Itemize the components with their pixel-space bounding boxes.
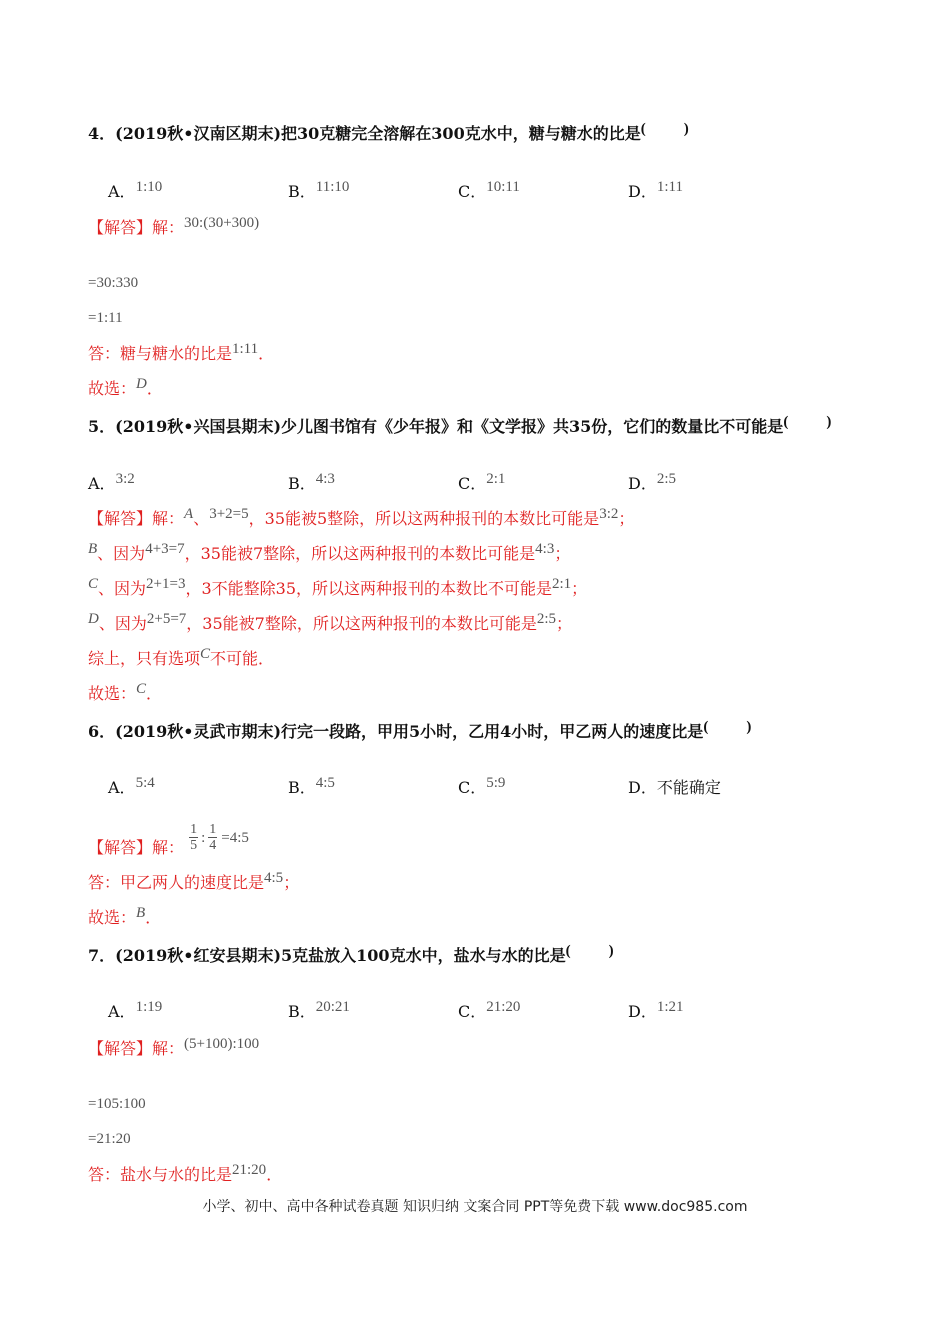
q7-option-c: C．21:20 — [458, 999, 521, 1021]
q6-option-c: C．5:9 — [458, 775, 506, 797]
q4-option-b: B．11:10 — [288, 179, 350, 201]
q4-choice: 故选：D． — [88, 376, 163, 398]
q7-option-d: D．1:21 — [628, 999, 684, 1021]
q5-line-c: C、因为2+1=3，3不能整除35，所以这两种报刊的本数比不可能是2:1； — [88, 576, 588, 598]
q6-option-d: D．不能确定 — [628, 778, 721, 797]
q5-option-c: C．2:1 — [458, 471, 506, 493]
q5-option-b: B．4:3 — [288, 471, 335, 493]
q5-option-d: D．2:5 — [628, 471, 677, 493]
q5-line-d: D、因为2+5=7，35能被7整除，所以这两种报刊的本数比可能是2:5； — [88, 611, 573, 633]
q7-stem: 7．(2019秋•红安县期末)5克盐放入100克水中，盐水与水的比是( ) — [88, 943, 614, 965]
q4-option-d: D．1:11 — [628, 179, 683, 201]
q4-step-1: =30:330 — [88, 275, 139, 291]
q5-summary: 综上，只有选项C不可能． — [88, 646, 275, 668]
q4-option-a: A．1:10 — [108, 179, 163, 201]
q4-expression: 30:(30+300) — [184, 215, 260, 231]
q6-stem: 6．(2019秋•灵武市期末)行完一段路，甲用5小时，乙用4小时，甲乙两人的速度比是( ) — [88, 719, 752, 741]
q6-expression: $\frac{1}{5}$ : $\frac{1}{4}$ =4:5 — [190, 822, 249, 853]
q6-solution: 【解答】解： $\frac{1}{5}$ : $\frac{1}{4}$ =4:5 — [88, 812, 249, 858]
q4-stem: 4．(2019秋•汉南区期末)把30克糖完全溶解在300克水中，糖与糖水的比是( ) — [88, 121, 689, 143]
q6-option-b: B．4:5 — [288, 775, 335, 797]
q7-option-b: B．20:21 — [288, 999, 350, 1021]
q7-expression: (5+100):100 — [184, 1036, 260, 1052]
q6-fraction-1: $\frac{1}{5}$ — [190, 822, 198, 853]
q6-choice: 故选：B． — [88, 905, 162, 927]
q4-step-2: =1:11 — [88, 310, 123, 326]
q7-step-2: =21:20 — [88, 1131, 131, 1147]
q4-answer: 答：糖与糖水的比是1:11． — [88, 341, 275, 363]
q5-choice: 故选：C． — [88, 681, 163, 703]
q5-line-b: B、因为4+3=7，35能被7整除，所以这两种报刊的本数比可能是4:3； — [88, 541, 571, 563]
q7-step-1: =105:100 — [88, 1096, 146, 1112]
q4-option-c: C．10:11 — [458, 179, 520, 201]
q4-solution-heading: 【解答】解：30:(30+300) — [88, 215, 260, 237]
q5-option-a: A．3:2 — [88, 471, 135, 493]
q7-solution-heading: 【解答】解：(5+100):100 — [88, 1036, 260, 1058]
q4-paren-open: ( — [640, 121, 646, 137]
q6-fraction-2: $\frac{1}{4}$ — [209, 822, 217, 853]
page-footer: 小学、初中、高中各种试卷真题 知识归纳 文案合同 PPT等免费下载 www.doc985.com — [202, 1199, 748, 1215]
q6-option-a: A．5:4 — [108, 775, 155, 797]
q7-answer: 答：盐水与水的比是21:20． — [88, 1162, 283, 1184]
q6-answer: 答：甲乙两人的速度比是4:5； — [88, 870, 300, 892]
q5-line-a: 【解答】解：A、3+2=5，35能被5整除，所以这两种报刊的本数比可能是3:2； — [88, 506, 635, 528]
q5-stem: 5．(2019秋•兴国县期末)少儿图书馆有《少年报》和《文学报》共35份，它们的数量比不可能是( ) — [88, 414, 832, 436]
q4-paren-close: ) — [683, 121, 689, 137]
q7-option-a: A．1:19 — [108, 999, 163, 1021]
